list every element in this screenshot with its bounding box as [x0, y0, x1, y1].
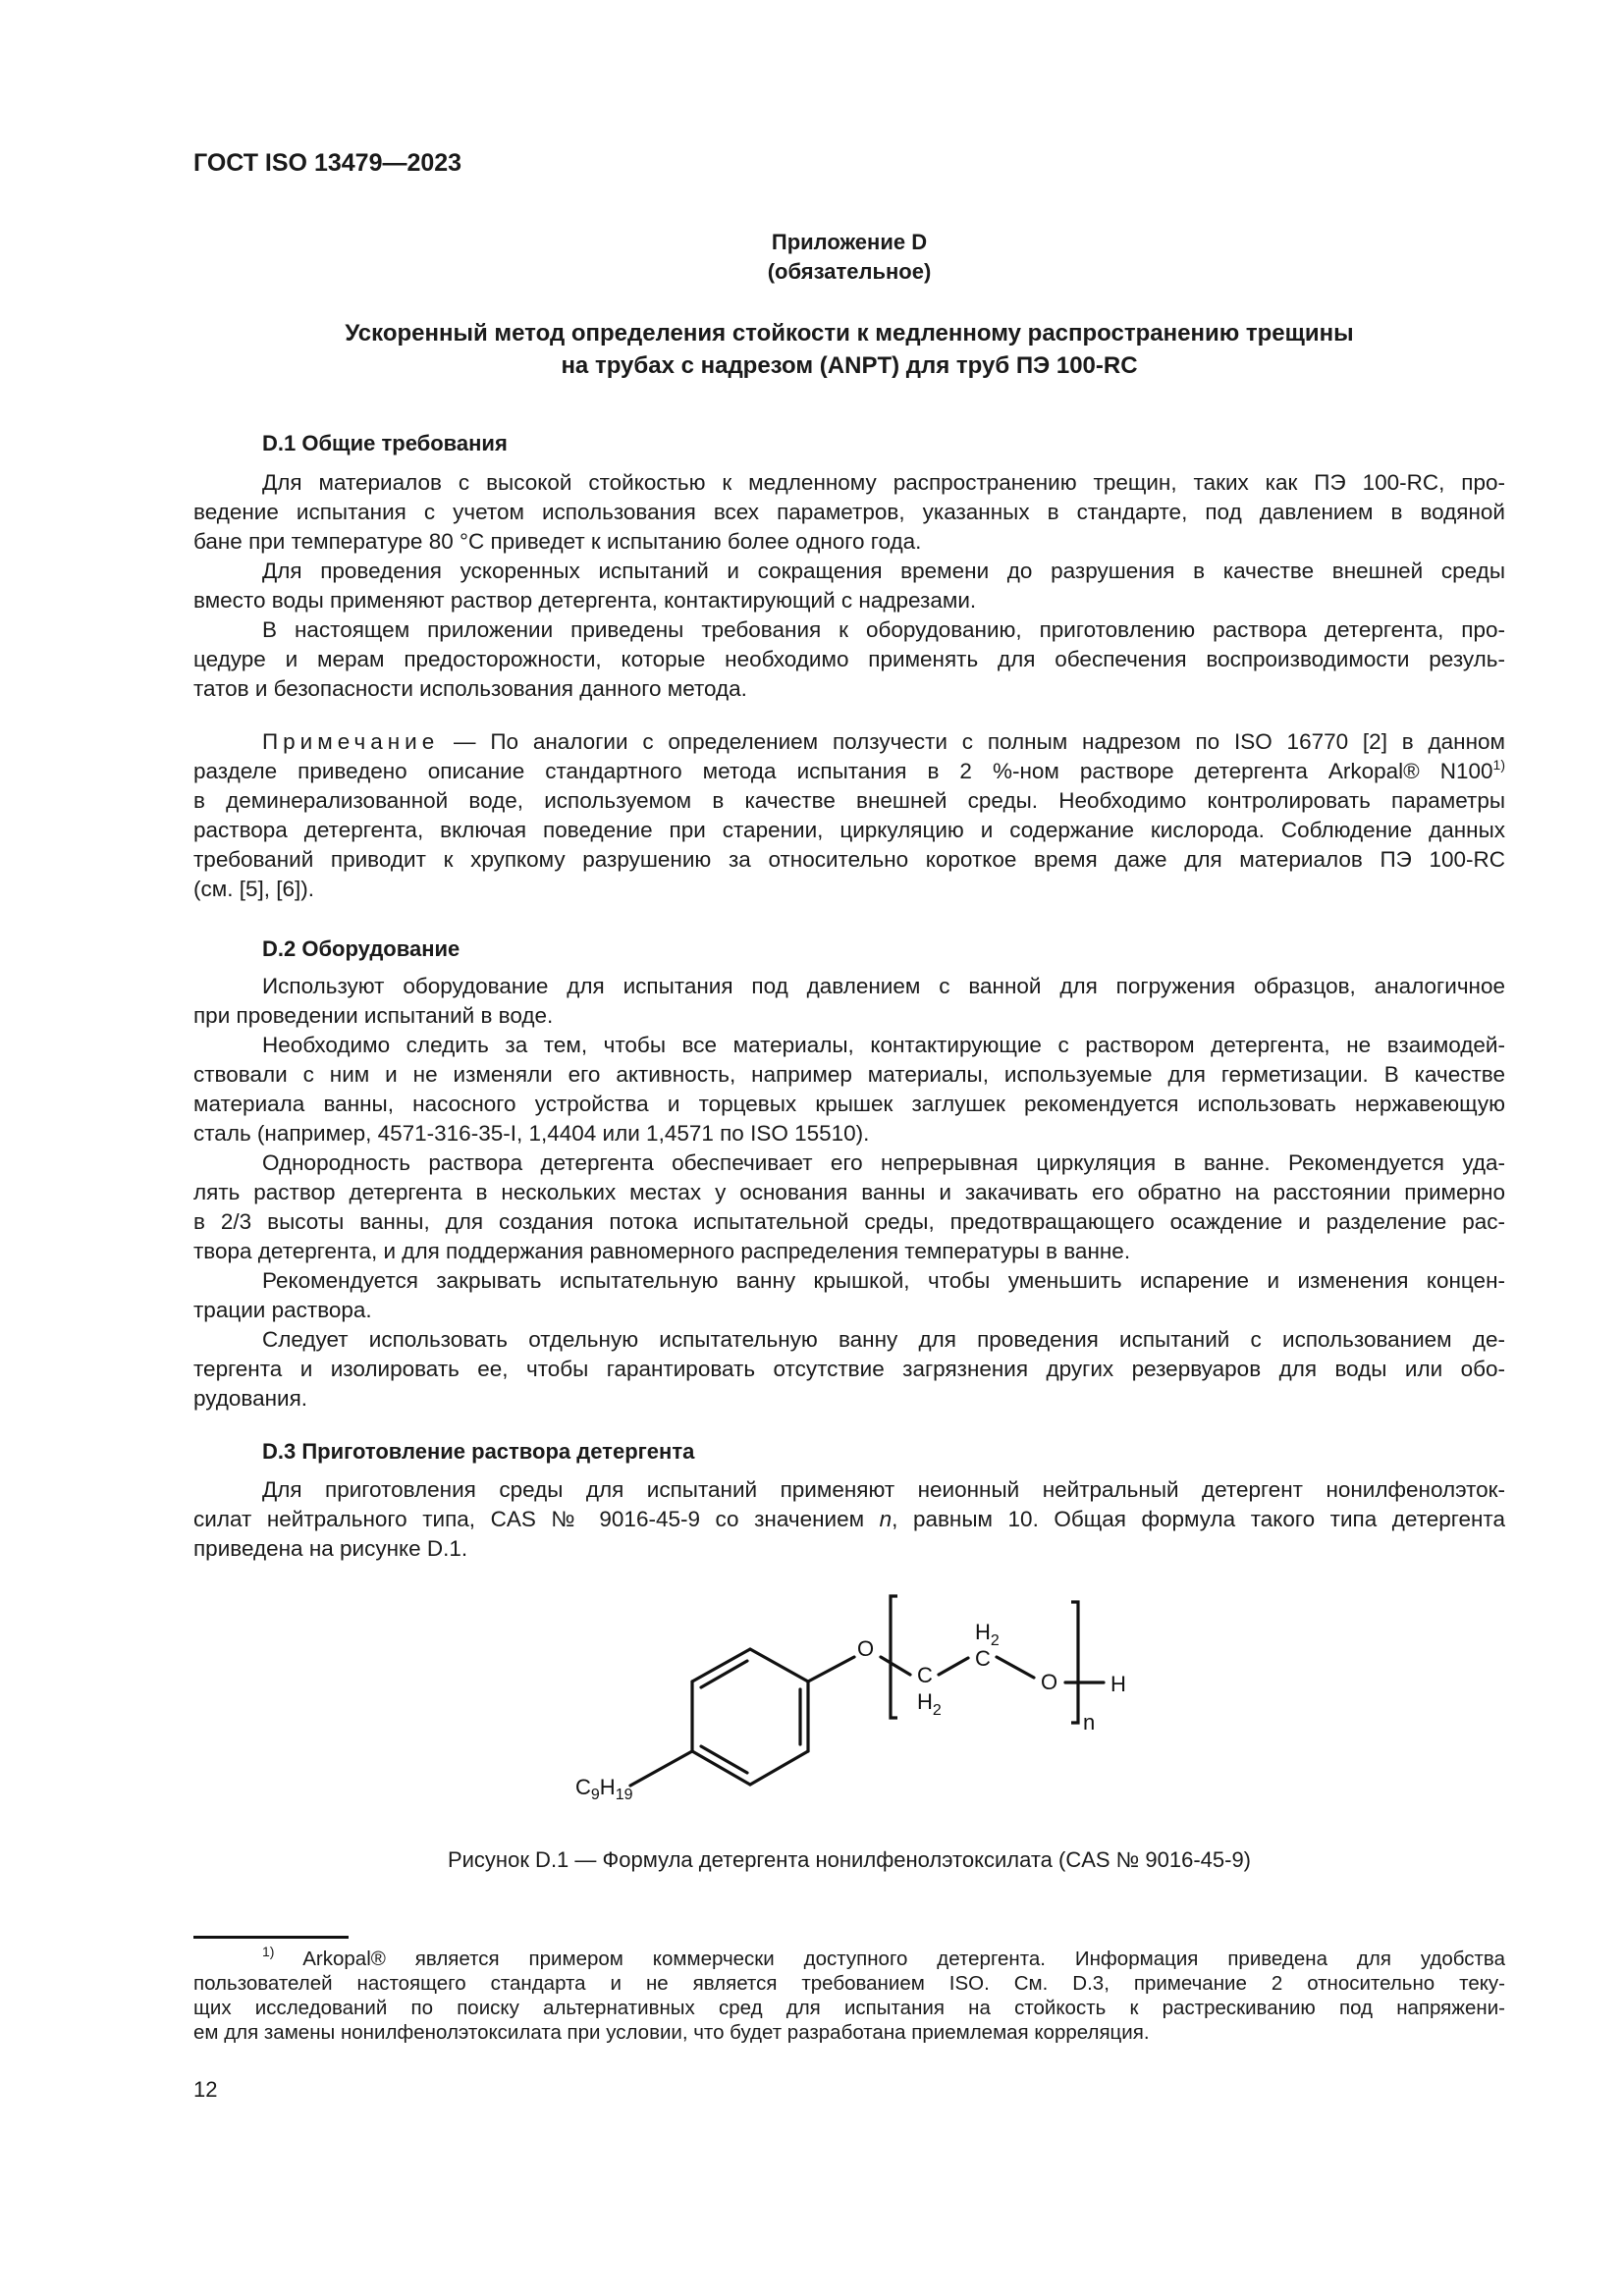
- note-line: в деминерализованной воде, используемом в качестве внешней среды. Необходимо контролировать параметры: [193, 788, 1505, 813]
- paragraph-line: В настоящем приложении приведены требования к оборудованию, приготовлению раствора детергента, про-: [262, 617, 1505, 642]
- atom-o1: O: [857, 1636, 875, 1661]
- repeat-n: n: [1083, 1710, 1096, 1735]
- paragraph-line: рудования.: [193, 1386, 308, 1411]
- paragraph-line: при проведении испытаний в воде.: [193, 1003, 554, 1028]
- chemical-structure-figure: [550, 1590, 1178, 1836]
- footnote-divider: [193, 1936, 349, 1939]
- paragraph-line: трации раствора.: [193, 1298, 372, 1322]
- section-heading-d1: D.1 Общие требования: [262, 431, 508, 455]
- paragraph-line: силат нейтрального типа, CAS № 9016-45-9 со значением n, равным 10. Общая формула такого типа детергента: [193, 1507, 1505, 1531]
- variable-n: n: [879, 1507, 893, 1531]
- appendix-label: Приложение D: [771, 230, 928, 254]
- atom-c2-h: $H_2$: [975, 1620, 1000, 1649]
- paragraph-line: Для проведения ускоренных испытаний и сокращения времени до разрушения в качестве внешней среды: [262, 559, 1505, 583]
- note-label: Примечание: [262, 729, 440, 754]
- paragraph-line: цедуре и мерам предосторожности, которые необходимо применять для обеспечения воспроизводимости резуль-: [193, 647, 1505, 671]
- paragraph-line: тергента и изолировать ее, чтобы гарантировать отсутствие загрязнения других резервуаров для воды или обо-: [193, 1357, 1505, 1381]
- atom-labels: [575, 1620, 1126, 1803]
- paragraph-line: Для приготовления среды для испытаний применяют неионный нейтральный детергент нонилфенолэток-: [262, 1477, 1505, 1502]
- paragraph-line: в 2/3 высоты ванны, для создания потока испытательной среды, предотвращающего осаждение и разделение рас-: [193, 1209, 1505, 1234]
- atom-c2: C: [975, 1646, 991, 1671]
- paragraph-line: приведена на рисунке D.1.: [193, 1536, 468, 1561]
- footnote-ref[interactable]: 1): [1492, 757, 1505, 773]
- document-header: ГОСТ ISO 13479—2023: [193, 149, 462, 177]
- paragraph-line: ствовали с ним и не изменяли его активность, например материалы, используемые для герметизации. В качестве: [193, 1062, 1505, 1087]
- footnote-line: ем для замены нонилфенолэтоксилата при условии, что будет разработана приемлемая корреляция.: [193, 2021, 1150, 2044]
- paragraph-line: лять раствор детергента в нескольких местах у основания ванны и закачивать его обратно на расстоянии примерно: [193, 1180, 1505, 1204]
- paragraph-line: вместо воды применяют раствор детергента, контактирующий с надрезами.: [193, 588, 977, 613]
- paragraph-line: ведение испытания с учетом использования всех параметров, указанных в стандарте, под давлением в водяной: [193, 500, 1505, 524]
- paragraph-line: Следует использовать отдельную испытательную ванну для проведения испытаний с использованием де-: [262, 1327, 1505, 1352]
- paragraph-line: Необходимо следить за тем, чтобы все материалы, контактирующие с раствором детергента, не взаимодей-: [262, 1033, 1505, 1057]
- page-number: 12: [193, 2077, 218, 2102]
- footnote-line: щих исследований по поиску альтернативных сред для испытания на стойкость к растрескиванию под напряжени-: [193, 1997, 1505, 2019]
- appendix-title-line1: Ускоренный метод определения стойкости к медленному распространению трещины: [345, 320, 1354, 347]
- paragraph-line: татов и безопасности использования данного метода.: [193, 676, 747, 701]
- paragraph-line: бане при температуре 80 °C приведет к испытанию более одного года.: [193, 529, 922, 554]
- atom-c1: C: [917, 1663, 933, 1687]
- section-heading-d2: D.2 Оборудование: [262, 936, 460, 961]
- atom-h-terminal: H: [1110, 1672, 1126, 1696]
- paragraph-line: Однородность раствора детергента обеспечивает его непрерывная циркуляция в ванне. Рекомендуется уда-: [262, 1150, 1505, 1175]
- footnote-line: пользователей настоящего стандарта и не является требованием ISO. См. D.3, примечание 2 относительно теку-: [193, 1972, 1505, 1995]
- alkyl-chain-label: $C_9H_{19}$: [575, 1775, 633, 1803]
- footnote-marker: 1): [262, 1944, 275, 1959]
- appendix-status: (обязательное): [767, 259, 932, 284]
- note-line: (см. [5], [6]).: [193, 877, 314, 901]
- note-line: разделе приведено описание стандартного метода испытания в 2 %-ном растворе детергента Arkopal® N100$^{1)}$: [193, 757, 1505, 783]
- atom-c1-h: $H_2$: [917, 1689, 942, 1719]
- footnote-line: $^{1)}$ Arkopal® является примером коммерчески доступного детергента. Информация приведена для удобства: [262, 1944, 1505, 1970]
- appendix-title-line2: на трубах с надрезом (ANPT) для труб ПЭ 100-RC: [561, 352, 1138, 379]
- section-heading-d3: D.3 Приготовление раствора детергента: [262, 1439, 695, 1464]
- atom-o2: O: [1041, 1670, 1058, 1694]
- paragraph-line: Рекомендуется закрывать испытательную ванну крышкой, чтобы уменьшить испарение и изменения концен-: [262, 1268, 1505, 1293]
- figure-caption: Рисунок D.1 — Формула детергента нонилфенолэтоксилата (CAS № 9016-45-9): [447, 1847, 1252, 1872]
- note-line: Примечание — По аналогии с определением ползучести с полным надрезом по ISO 16770 [2] в данном: [262, 729, 1505, 754]
- paragraph-line: твора детергента, и для поддержания равномерного распределения температуры в ванне.: [193, 1239, 1131, 1263]
- paragraph-line: материала ванны, насосного устройства и торцевых крышек заглушек рекомендуется использовать нержавеющую: [193, 1092, 1505, 1116]
- paragraph-line: сталь (например, 4571-316-35-I, 1,4404 или 1,4571 по ISO 15510).: [193, 1121, 870, 1146]
- paragraph-line: Используют оборудование для испытания под давлением с ванной для погружения образцов, аналогичное: [262, 974, 1505, 998]
- paragraph-line: Для материалов с высокой стойкостью к медленному распространению трещин, таких как ПЭ 100-RC, про-: [262, 470, 1505, 495]
- note-line: требований приводит к хрупкому разрушению за относительно короткое время даже для материалов ПЭ 100-RC: [193, 847, 1505, 872]
- benzene-ring: [692, 1649, 808, 1785]
- note-line: раствора детергента, включая поведение при старении, циркуляцию и содержание кислорода. Соблюдение данных: [193, 818, 1505, 842]
